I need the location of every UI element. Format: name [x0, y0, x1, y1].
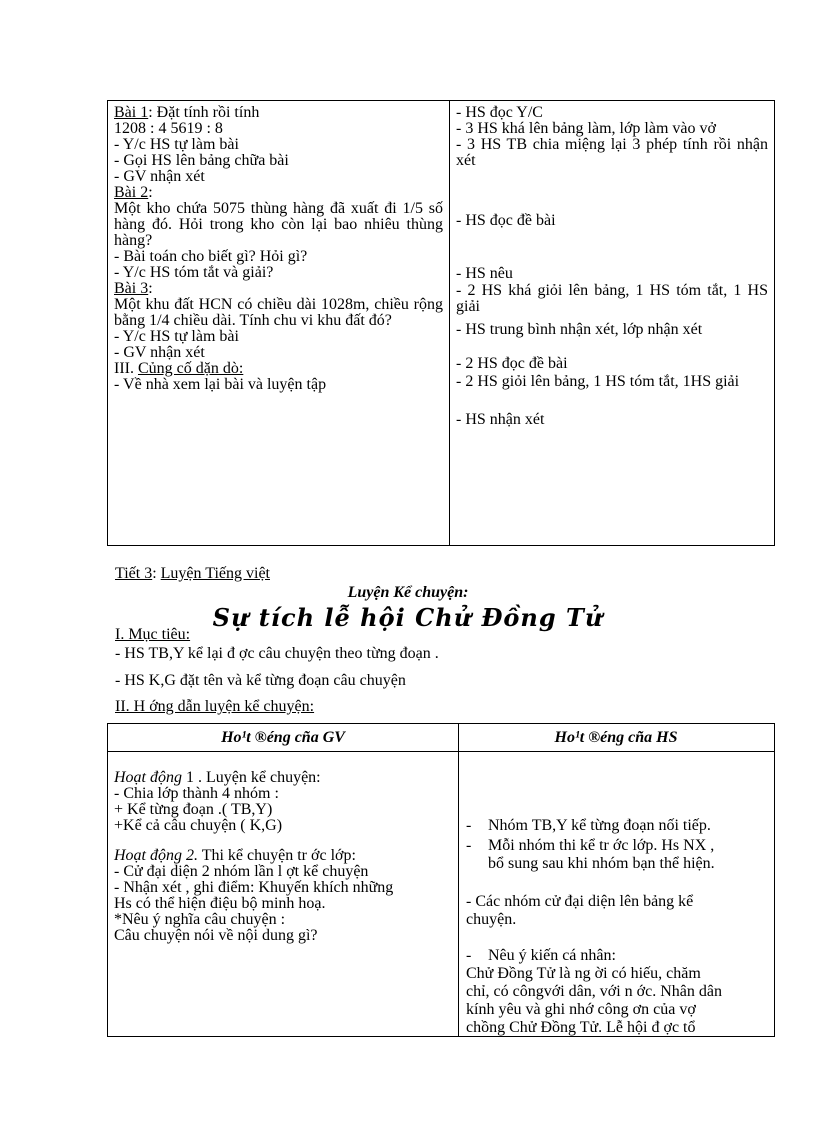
student-activity-line — [466, 1002, 696, 1018]
text-run: - Gọi HS lên bảng chữa bài — [114, 152, 289, 169]
teacher-column — [108, 101, 450, 545]
period-label: Tiết 3 — [115, 565, 153, 582]
student-line: - HS nêu — [456, 265, 513, 282]
activity-line: - Nhận xét , ghi điểm: Khuyến khích những — [114, 879, 394, 896]
student-line: - 2 HS khá giỏi lên bảng, 1 HS tóm tắt, 1 HS giải — [456, 282, 768, 315]
student-activity-line — [466, 1020, 695, 1036]
activity-text: Thi kể chuyện tr ớc lớp: — [198, 847, 356, 864]
student-line: - HS đọc Y/C — [456, 104, 543, 121]
student-activity-text: bổ sung sau khi nhóm bạn thể hiện. — [488, 855, 715, 872]
header-teacher: Ho¹t ®éng cña GV — [221, 729, 345, 746]
text-run: Một kho chứa 5075 thùng hàng đã xuất đi 1/5 số hàng đó. Hỏi trong kho còn lại bao nhiêu thùng hàng? — [114, 200, 443, 249]
text-run: 1208 : 4 5619 : 8 — [114, 120, 223, 137]
text-line — [114, 169, 443, 185]
text-run: III. — [114, 360, 138, 377]
objectives-label: I. Mục tiêu: — [115, 626, 191, 643]
student-activity-line — [466, 818, 711, 834]
text-line — [114, 153, 443, 169]
text-run: Củng cố dặn dò: — [137, 360, 244, 377]
activity-line: Hs có thể hiện điệu bộ minh hoạ. — [114, 895, 326, 912]
activity-line: +Kể cả câu chuyện ( K,G) — [114, 817, 283, 834]
student-activity-text: Nêu ý kiến cá nhân: — [488, 947, 616, 964]
period-subject: Luyện Tiếng việt — [160, 565, 270, 582]
student-activity-text: kính yêu và ghi nhớ công ơn của vợ — [466, 1001, 696, 1018]
text-line — [114, 249, 443, 265]
activity-line — [114, 770, 321, 786]
student-activity-text: chồng Chử Đồng Tử. Lễ hội đ ợc tổ — [466, 1019, 696, 1036]
bullet-dash-icon: - — [466, 947, 472, 964]
text-run: - Y/c HS tự làm bài — [114, 328, 239, 345]
activity-line: + Kể từng đoạn .( TB,Y) — [114, 801, 273, 818]
text-run: Bài 3 — [114, 280, 149, 297]
activity-line: *Nêu ý nghĩa câu chuyện : — [114, 911, 286, 928]
paragraph — [114, 297, 443, 329]
bullet-dash-icon: - — [466, 817, 472, 834]
text-run: : — [148, 280, 153, 297]
student-activity-text: chỉ, có côngvới dân, với n ớc. Nhân dân — [466, 983, 722, 1000]
text-line — [114, 137, 443, 153]
student-line: - 2 HS giỏi lên bảng, 1 HS tóm tắt, 1HS giải — [456, 373, 740, 390]
text-run: - GV nhận xét — [114, 168, 205, 185]
activity-line — [114, 848, 356, 864]
paragraph — [114, 201, 443, 249]
student-line: - 2 HS đọc đề bài — [456, 355, 568, 372]
student-activity-line — [466, 894, 693, 910]
student-activity-text: Mỗi nhóm thi kể tr ớc lớp. Hs NX , — [488, 837, 715, 854]
text-run: - Y/c HS tự làm bài — [114, 136, 239, 153]
activity-line: Câu chuyện nói về nội dung gì? — [114, 927, 318, 944]
story-title: Sự tích lễ hội Chử Đồng Tử — [212, 603, 604, 632]
activity-label: Hoạt động — [114, 769, 182, 786]
text-line — [114, 185, 443, 201]
text-line — [114, 329, 443, 345]
lesson-table-story — [107, 723, 775, 1037]
period-sep: : — [152, 565, 161, 582]
text-run: - GV nhận xét — [114, 344, 205, 361]
text-line — [114, 281, 443, 297]
student-activity-line — [466, 948, 616, 964]
guidance-label: II. H ớng dẫn luyện kể chuyện: — [115, 698, 315, 715]
text-run: : Đặt tính rồi tính — [148, 104, 260, 121]
student-activity-line — [488, 856, 715, 872]
student-activity-text: Chử Đồng Tử là ng ời có hiếu, chăm — [466, 965, 701, 982]
lesson-table-math — [107, 100, 775, 546]
student-line: - HS đọc đề bài — [456, 212, 556, 229]
student-line: - 3 HS TB chia miệng lại 3 phép tính rồi nhận xét — [456, 136, 768, 169]
student-activity-text: chuyện. — [466, 911, 517, 928]
text-run: - Y/c HS tóm tắt và giải? — [114, 264, 274, 281]
text-line — [114, 361, 443, 377]
text-line — [114, 265, 443, 281]
student-activity-line — [466, 984, 722, 1000]
activity-line: - Chia lớp thành 4 nhóm : — [114, 785, 279, 802]
student-activity-line — [466, 838, 714, 854]
student-activity-line — [466, 912, 516, 928]
objective-1: - HS TB,Y kể lại đ ợc câu chuyện theo từng đoạn . — [115, 645, 439, 662]
student-activity-text: - Các nhóm cử đại diện lên bảng kể — [466, 893, 694, 910]
student-line: - 3 HS khá lên bảng làm, lớp làm vào vở — [456, 120, 716, 137]
student-activity-line — [466, 966, 701, 982]
activity-text: 1 . Luyện kể chuyện: — [182, 769, 321, 786]
period-heading — [115, 566, 270, 582]
text-run: Bài 1 — [114, 104, 149, 121]
student-line: - HS trung bình nhận xét, lớp nhận xét — [456, 321, 703, 338]
text-line — [114, 345, 443, 361]
student-activity-text: Nhóm TB,Y kể từng đoạn nối tiếp. — [488, 817, 711, 834]
text-run: : — [148, 184, 153, 201]
text-line — [114, 121, 443, 137]
bullet-dash-icon: - — [466, 837, 472, 854]
header-student: Ho¹t ®éng cña HS — [554, 729, 678, 746]
objective-2: - HS K,G đặt tên và kể từng đoạn câu chuyện — [115, 672, 406, 689]
activity-label: Hoạt động 2. — [114, 847, 198, 864]
lesson-heading: Luyện Kể chuyện: — [347, 584, 469, 601]
text-run: Bài 2 — [114, 184, 149, 201]
text-run: - Về nhà xem lại bài và luyện tập — [114, 376, 327, 393]
text-run: - Bài toán cho biết gì? Hỏi gì? — [114, 248, 308, 265]
activity-line: - Cử đại diện 2 nhóm lần l ợt kể chuyện — [114, 863, 369, 880]
column-divider — [458, 724, 459, 1036]
text-run: Một khu đất HCN có chiều dài 1028m, chiều rộng bằng 1/4 chiều dài. Tính chu vi khu đất đó? — [114, 296, 443, 329]
student-column — [450, 101, 774, 545]
text-line — [114, 377, 443, 393]
student-line: - HS nhận xét — [456, 411, 545, 428]
text-line — [114, 105, 443, 121]
